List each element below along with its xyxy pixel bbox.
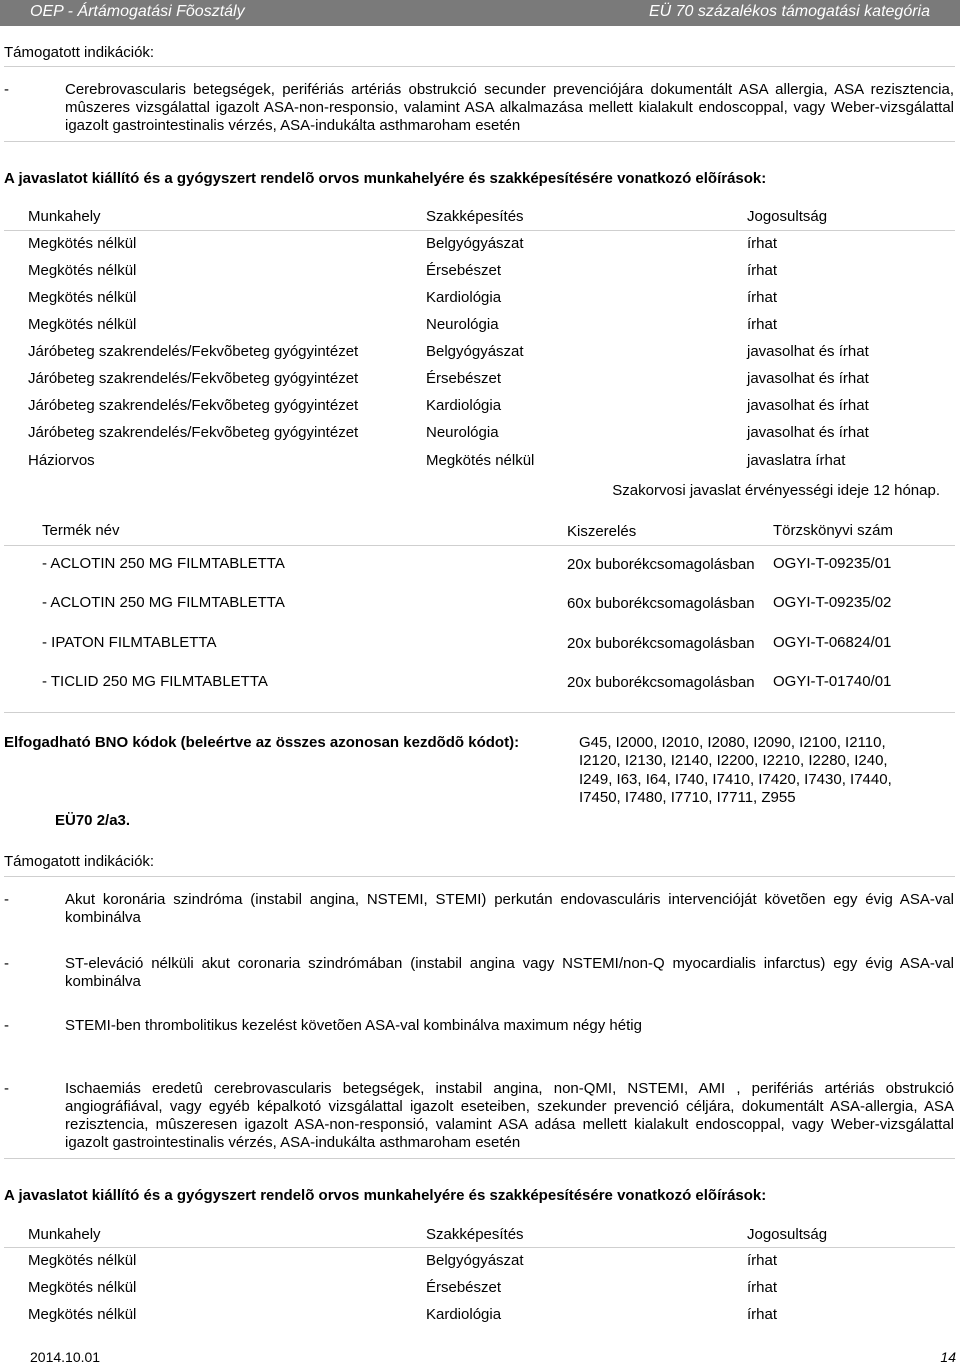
cell-specialty: Kardiológia [426,1306,502,1323]
col-header-permission: Jogosultság [747,208,828,225]
page-number: 14 [940,1349,956,1365]
cell-workplace: Járóbeteg szakrendelés/Fekvõbeteg gyógyintézet [28,397,359,414]
cell-permission: javasolhat és írhat [747,343,869,360]
eu-code-id: EÜ70 2/a3. [55,812,131,829]
cell-specialty: Érsebészet [426,370,502,387]
cell-workplace: Megkötés nélkül [28,1306,137,1323]
divider [4,545,955,546]
cell-packaging: 20x buborékcsomagolásban [567,556,755,573]
cell-permission: írhat [747,1279,778,1296]
cell-workplace: Megkötés nélkül [28,1252,137,1269]
header-right-title: EÜ 70 százalékos támogatási kategória [648,3,930,20]
cell-permission: javasolhat és írhat [747,397,869,414]
cell-packaging: 20x buborékcsomagolásban [567,635,755,652]
cell-specialty: Megkötés nélkül [426,452,535,469]
cell-specialty: Érsebészet [426,262,502,279]
divider [4,712,955,713]
cell-specialty: Neurológia [426,424,499,441]
divider [4,1158,955,1159]
col-header-packaging: Kiszerelés [567,523,637,540]
cell-permission: írhat [747,316,778,333]
indication-item: STEMI-ben thrombolitikus kezelést követõen ASA-val kombinálva maximum négy hétig [65,1017,642,1034]
prescriber-requirements-title: A javaslatot kiállító és a gyógyszert rendelõ orvos munkahelyére és szakképesítésére vonatkozó elõírások: [4,1187,767,1204]
cell-workplace: Megkötés nélkül [28,316,137,333]
col-header-registration: Törzskönyvi szám [773,522,894,539]
indications-title: Támogatott indikációk: [4,853,155,870]
cell-specialty: Neurológia [426,316,499,333]
bno-codes-line: I249, I63, I64, I740, I7410, I7420, I7430, I7440, [579,771,892,788]
cell-workplace: Megkötés nélkül [28,1279,137,1296]
divider [4,876,955,877]
indication-item: Ischaemiás eredetû cerebrovascularis betegségek, instabil angina, non-QMI, NSTEMI, AMI , perifériás artériás obstrukció angiográfiával, vagy egyéb képalkotó vizsgálattal igazolt eseteiben, szekunder prevenció céljára, dokumentált ASA-allergia, ASA rezisztencia, mûszeresen igazolt ASA-non-responsió, valamint ASA adása mellett kialakult endoscoppal, vagy Weber-vizsgálattal igazolt gastrointestinalis vérzés, ASA-indukálta asthmaroham esetén [65,1080,954,1151]
cell-product-name: - ACLOTIN 250 MG FILMTABLETTA [42,555,285,572]
divider [4,141,955,142]
prescriber-requirements-title: A javaslatot kiállító és a gyógyszert rendelõ orvos munkahelyére és szakképesítésére vonatkozó elõírások: [4,170,767,187]
indication-item: Cerebrovascularis betegségek, perifériás artériás obstrukció secunder prevenciójára dokumentált ASA allergia, ASA rezisztencia, mûszeres vizsgálattal igazolt ASA-non-responsio, valamint ASA alkalmazása mellett kialakult endoscoppal, vagy Weber-vizsgálattal igazolt gastrointestinalis vérzés, ASA-indukálta asthmaroham esetén [65,81,954,134]
bno-codes-line: G45, I2000, I2010, I2080, I2090, I2100, I2110, [579,734,886,751]
cell-product-name: - ACLOTIN 250 MG FILMTABLETTA [42,594,285,611]
cell-packaging: 60x buborékcsomagolásban [567,595,755,612]
bullet-dash: - [4,1017,9,1034]
cell-permission: írhat [747,289,778,306]
bullet-dash: - [4,81,9,98]
cell-specialty: Belgyógyászat [426,343,524,360]
cell-permission: javasolhat és írhat [747,370,869,387]
cell-registration: OGYI-T-01740/01 [773,673,892,690]
cell-workplace: Megkötés nélkül [28,262,137,279]
divider [4,1247,955,1248]
header-left-title: OEP - Ártámogatási Fõosztály [30,3,245,20]
bullet-dash: - [4,955,9,972]
col-header-permission: Jogosultság [747,1226,828,1243]
cell-permission: írhat [747,1252,778,1269]
bullet-dash: - [4,1080,9,1097]
cell-product-name: - TICLID 250 MG FILMTABLETTA [42,673,268,690]
cell-permission: javasolhat és írhat [747,424,869,441]
cell-registration: OGYI-T-06824/01 [773,634,892,651]
bno-codes-label: Elfogadható BNO kódok (beleértve az összes azonosan kezdõdõ kódot): [4,734,520,751]
page-header [0,0,960,26]
col-header-specialty: Szakképesítés [426,1226,524,1243]
cell-permission: írhat [747,1306,778,1323]
bullet-dash: - [4,891,9,908]
indication-item: Akut koronária szindróma (instabil angina, NSTEMI, STEMI) perkután endovasculáris intervencióját követõen egy évig ASA-val kombinálva [65,891,954,926]
cell-specialty: Kardiológia [426,289,502,306]
cell-workplace: Megkötés nélkül [28,289,137,306]
cell-workplace: Háziorvos [28,452,95,469]
cell-specialty: Érsebészet [426,1279,502,1296]
indications-title: Támogatott indikációk: [4,44,155,61]
cell-registration: OGYI-T-09235/01 [773,555,892,572]
cell-specialty: Belgyógyászat [426,235,524,252]
indication-item: ST-eleváció nélküli akut coronaria szindrómában (instabil angina vagy NSTEMI/non-Q myocardialis infarctus) egy évig ASA-val kombinálva [65,955,954,990]
cell-permission: írhat [747,235,778,252]
col-header-workplace: Munkahely [28,1226,101,1243]
cell-workplace: Járóbeteg szakrendelés/Fekvõbeteg gyógyintézet [28,424,359,441]
cell-workplace: Járóbeteg szakrendelés/Fekvõbeteg gyógyintézet [28,370,359,387]
cell-permission: javaslatra írhat [747,452,846,469]
col-header-workplace: Munkahely [28,208,101,225]
cell-specialty: Kardiológia [426,397,502,414]
col-header-specialty: Szakképesítés [426,208,524,225]
cell-permission: írhat [747,262,778,279]
validity-note: Szakorvosi javaslat érvényességi ideje 12 hónap. [612,482,940,499]
bno-codes-line: I2120, I2130, I2140, I2200, I2210, I2280, I240, [579,752,888,769]
cell-registration: OGYI-T-09235/02 [773,594,892,611]
divider [4,230,955,231]
footer-date: 2014.10.01 [30,1349,101,1365]
cell-product-name: - IPATON FILMTABLETTA [42,634,217,651]
bno-codes-line: I7450, I7480, I7710, I7711, Z955 [579,789,796,806]
divider [4,66,955,67]
col-header-product-name: Termék név [42,522,120,539]
cell-specialty: Belgyógyászat [426,1252,524,1269]
cell-workplace: Megkötés nélkül [28,235,137,252]
cell-workplace: Járóbeteg szakrendelés/Fekvõbeteg gyógyintézet [28,343,359,360]
cell-packaging: 20x buborékcsomagolásban [567,674,755,691]
